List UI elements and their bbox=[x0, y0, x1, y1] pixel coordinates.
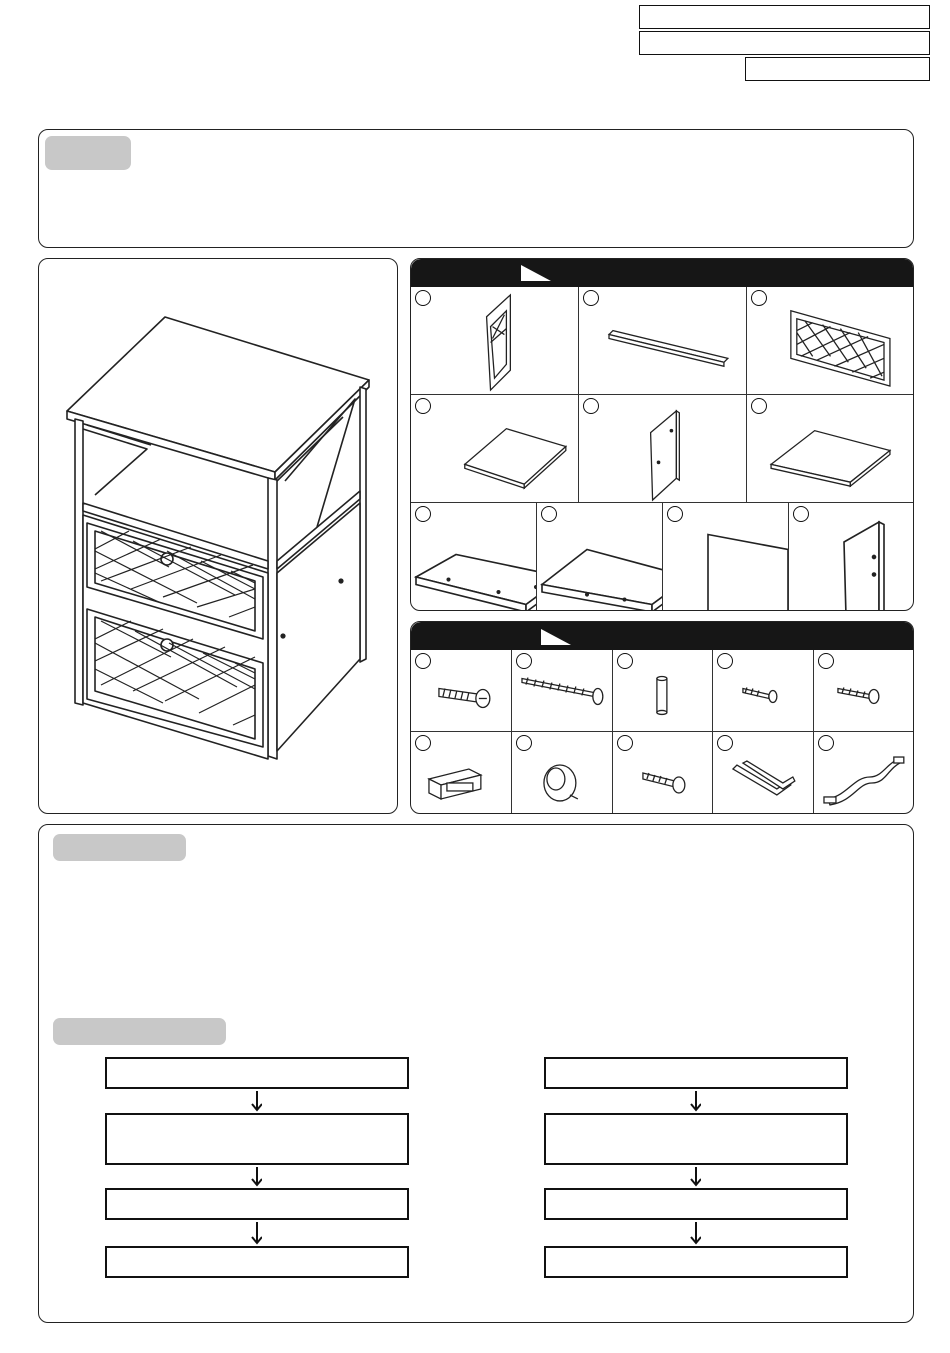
panel-part-4 bbox=[411, 395, 579, 503]
down-arrow-icon bbox=[250, 1165, 262, 1188]
notes-label-pill bbox=[53, 834, 186, 861]
hardware-title-bar bbox=[411, 622, 914, 650]
hardware-part-number-circle bbox=[516, 653, 532, 669]
panel-part-number-circle bbox=[751, 290, 767, 306]
product-illustration-panel bbox=[38, 258, 398, 814]
back-panel-icon bbox=[663, 503, 788, 611]
down-arrow-icon bbox=[689, 1089, 701, 1113]
panel-part-number-circle bbox=[415, 398, 431, 414]
left-flow-step-2 bbox=[105, 1113, 409, 1165]
side-panel-icon bbox=[579, 395, 746, 502]
hardware-part-number-circle bbox=[415, 653, 431, 669]
header-field-1 bbox=[639, 5, 930, 29]
panel-part-number-circle bbox=[751, 398, 767, 414]
right-flow-step-2 bbox=[544, 1113, 848, 1165]
nightstand-illustration bbox=[39, 259, 399, 815]
down-arrow-icon bbox=[689, 1165, 701, 1188]
hardware-part-number-circle bbox=[617, 735, 633, 751]
down-arrow-icon bbox=[250, 1089, 262, 1113]
panels-title-bar bbox=[411, 259, 914, 287]
hardware-part-number-circle bbox=[415, 735, 431, 751]
panels-parts-panel bbox=[410, 258, 914, 611]
hardware-part-2 bbox=[512, 650, 613, 732]
drawer-bottom-icon bbox=[537, 503, 662, 611]
panel-part-3 bbox=[747, 287, 914, 395]
left-flow-step-3 bbox=[105, 1188, 409, 1220]
hardware-parts-panel bbox=[410, 621, 914, 814]
hardware-part-6 bbox=[411, 732, 512, 814]
panel-part-10 bbox=[789, 503, 914, 611]
left-flow-step-4 bbox=[105, 1246, 409, 1278]
hardware-part-9 bbox=[713, 732, 814, 814]
side-frame-icon bbox=[411, 287, 578, 394]
hardware-part-5 bbox=[814, 650, 914, 732]
title-arrow-icon bbox=[541, 629, 571, 645]
bottom-board-icon bbox=[411, 503, 536, 611]
intro-label-pill bbox=[45, 136, 131, 170]
hardware-part-number-circle bbox=[617, 653, 633, 669]
panel-part-number-circle bbox=[583, 290, 599, 306]
lattice-door-icon bbox=[747, 287, 914, 394]
hardware-part-7 bbox=[512, 732, 613, 814]
panel-part-number-circle bbox=[667, 506, 683, 522]
down-arrow-icon bbox=[250, 1220, 262, 1246]
panel-part-number-circle bbox=[415, 290, 431, 306]
panel-part-number-circle bbox=[793, 506, 809, 522]
hardware-part-1 bbox=[411, 650, 512, 732]
panel-part-9 bbox=[663, 503, 789, 611]
right-flow-step-4 bbox=[544, 1246, 848, 1278]
panel-part-number-circle bbox=[541, 506, 557, 522]
panel-part-6 bbox=[747, 395, 914, 503]
left-flow-step-1 bbox=[105, 1057, 409, 1089]
intro-panel bbox=[38, 129, 914, 248]
header-field-2 bbox=[639, 31, 930, 55]
panel-part-2 bbox=[579, 287, 747, 395]
down-arrow-icon bbox=[689, 1220, 701, 1246]
panel-part-1 bbox=[411, 287, 579, 395]
drawer-side-icon bbox=[789, 503, 914, 611]
panel-part-number-circle bbox=[583, 398, 599, 414]
right-flow-step-1 bbox=[544, 1057, 848, 1089]
crossbar-icon bbox=[579, 287, 746, 394]
panel-part-5 bbox=[579, 395, 747, 503]
hardware-part-number-circle bbox=[516, 735, 532, 751]
title-arrow-icon bbox=[521, 265, 551, 281]
hardware-part-3 bbox=[613, 650, 714, 732]
instructions-panel bbox=[38, 824, 914, 1323]
panel-part-8 bbox=[537, 503, 663, 611]
panel-part-number-circle bbox=[415, 506, 431, 522]
panel-part-7 bbox=[411, 503, 537, 611]
right-flow-step-3 bbox=[544, 1188, 848, 1220]
header-field-3 bbox=[745, 57, 930, 81]
hardware-part-10 bbox=[814, 732, 914, 814]
hardware-part-8 bbox=[613, 732, 714, 814]
steps-label-pill bbox=[53, 1018, 226, 1045]
shelf-board-icon bbox=[747, 395, 914, 502]
hardware-part-4 bbox=[713, 650, 814, 732]
top-board-icon bbox=[411, 395, 578, 502]
